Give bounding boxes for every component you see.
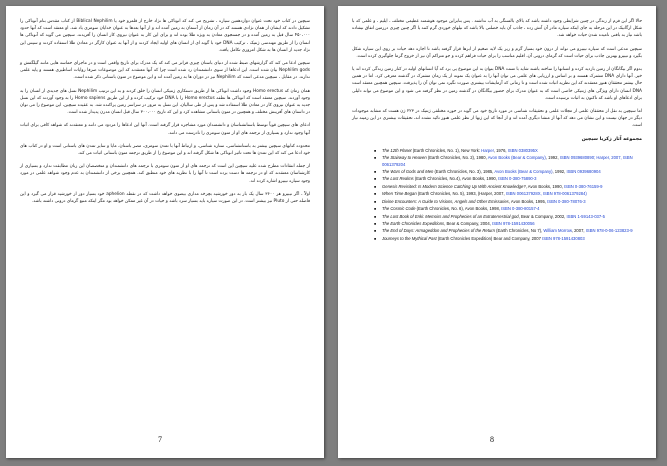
reference-details: , Avon Books, 1995, — [508, 198, 548, 204]
page-body-left — [20, 18, 310, 211]
reference-title: The Stairway to Heaven — [382, 155, 427, 161]
document-page-left — [6, 6, 324, 458]
reference-isbn-link[interactable]: ISBN 0-380-80157-4 — [501, 206, 540, 212]
reference-title: The Lost Realms — [382, 176, 414, 182]
reference-isbn-link[interactable]: ISBN 0-380-76159-9 — [564, 183, 603, 189]
reference-isbn-link[interactable]: ISBN 0-380-78076-3 — [547, 198, 586, 204]
references-list — [352, 148, 642, 242]
paragraph-5: محدوده کتابهای سیچین بیشتر به باستانشناسی، ستاره شناسی، و ارتباط آنها با تمدن سومری، مصر باستان، مایا و سایر تمدن های باستانی است و او در کتاب های خود ادعا می کند که این تمدن ها تحت تاثیر انوناکی ها شکل گرفته اند و این موضوع را از طریق ترجمه متون باستانی اثبات می کند. — [20, 143, 310, 157]
reference-publisher-link[interactable]: Harper — [481, 147, 494, 153]
paragraph-2: سیچین مدعی است که سیاره نیبیرو می تواند از درون خود بسیار گرم و زیر یک لایه ضخیم از ابرها قرار گرفته باشد تا اجازه دهد حیات بر روی این سیاره شکل بگیرد و نیبیرو بهترین جاذب برای حیات است که گرمای درونی آن، اقلیم مناسب را برای حیات فراهم کرده و جو متراکم آن نیز از خروج گرما جلوگیری کرده است. — [352, 46, 642, 59]
paragraph-3: بدوم اگر بیگانگان از زمین بازدید کرده و انسانها را ساخته باشند شاید با تست DNA بتوان به این موضوع پی برد که آیا انسانهای اولیه در کنار زمین زندگی کرده اند یا خیر. آنها دارای DNA مشترک هستند و بر اساس و ارزیابی های علمی می توان آنها را به عنوان یک نمونه از یک زمان مشترک در گذشته معرفی کرد. اما در همین حال بیشتر محققان هنوز معتقدند که این نظریه اثبات شده است و تا زمانی که آزمایشات بیشتری صورت نگیرد نمی توان آن را پذیرفت. سیچین همچنین معتقد است DNA انسان دارای ویژگی های ژنتیکی خاصی است که به عنوان مدرک برای حضور بیگانگان در گذشته زمین در نظر گرفته می شود و این موضوع می تواند دلیلی برای ادعاهای او باشد که تاکنون به اثبات نرسیده است. — [352, 67, 642, 101]
reference-year: , 2007, — [571, 228, 586, 234]
paragraph-3: همان زمان که Homo erectus وجود داشت انوناکی ها از طریق دستکاری ژنتیکی انسان را خلق کردند و به این ترتیب Nephilim نسل های جدیدی از انسان را به وجود آوردند. سیچین معتقد است که انوناکی ها نطفه Homo erectus را با DNA خود ترکیب کرده و از این طریق Homo sapiens را به وجود آوردند که این نسل جدید به عنوان نیروی کار در معادن طلا استفاده شد و پس از طی سالیان، این نسل به مرور در سراسر زمین پراکنده شد. به عقیده سیچین، این موضوع را می توان در داستان های آفرینش مختلف و همچنین در متون باستانی مشاهده کرد و این که تاریخ ۳۰۰،۰۰۰ سال قبل انسان مدرن پدیدار شده است. — [20, 88, 310, 116]
reference-publisher-link[interactable]: Avon Books (Bear & Company) — [487, 155, 546, 161]
reference-item — [352, 176, 642, 182]
reference-details: (Earth Chronicles, No. 2), 1980, — [426, 155, 488, 161]
paragraph-6: از جمله انتقادات مطرح شده علیه سیچین این است که ترجمه های او از متون سومری با ترجمه های دانشمندان و متخصصان این زبان مطابقت ندارد و بسیاری از کارشناسان معتقدند که او در ترجمه ها دست برده است تا آنها را با نظریه های خود منطبق کند. همچنین برخی از دانشمندان به عدم وجود شواهد علمی در مورد وجود سیاره نیبیرو اشاره کرده اند. — [20, 164, 310, 184]
reference-details: (Earth Chronicles, No. 6), Avon Books, 1998, — [415, 206, 502, 212]
reference-title: The Lost Book of Enki: Memoirs and Prophecies of an Extraterrestrial god — [382, 213, 519, 219]
reference-year: , 1992, — [545, 155, 560, 161]
reference-isbn-link[interactable]: ISBN 978-1591430056 — [492, 220, 535, 226]
reference-title: When Time Began — [382, 191, 417, 197]
reference-isbn-link[interactable]: ISBN 978-0-06-123823-9 — [585, 228, 633, 234]
reference-item — [352, 199, 642, 205]
page-number-left: 7 — [158, 435, 162, 444]
reference-title: Journeys to the Mythical Past — [382, 235, 437, 241]
paragraph-7: اولاً ، اگر نیبیرو هر ۳۶۰۰ سال یک بار به دور خورشید بچرخد مداری بیضوی خواهد داشت که در نقطه aphelion خود بسیار دور از خورشید قرار می گیرد و این فاصله حتی از Pluto نیز بیشتر است. در این صورت سیاره باید بسیار سرد باشد و حیات در آن غیر ممکن خواهد بود مگر اینکه منبع گرمای درونی داشته باشد. — [20, 191, 311, 205]
reference-item — [352, 184, 642, 190]
reference-isbn-link[interactable]: ISBN 1-59143-037-5 — [566, 213, 605, 219]
paragraph-4: اما سیچین به نقل از محققان علمی از مجلات علمی و تحقیقات شناسی در مورد تاریخ خود می گوید در حوزه مختلفی ژنتیک در ۲۲۳ ژن هست که مشابه موجودات دیگر در جهان نیست و این نشان می دهد که آنها از منشا دیگری آمده اند و از آنجا که این ژنها از نظر علمی هنوز تائید نشده اند، تحقیقات بیشتری در این زمینه نیاز است. — [352, 109, 642, 129]
reference-title: Divine Encounters: A Guide to Visions, Angels and Other Emissaries — [382, 198, 509, 204]
reference-details: , Bear & Company, 2002, — [518, 213, 567, 219]
paragraph-4: ادعای های سیچین قویاً توسط باستانشناسان و دانشمندان مورد مشاجره قرار گرفته است. آنها این ادعاها را مردود می دانند و معتقدند که شواهد کافی برای اثبات آنها وجود ندارد و بسیاری از ترجمه های او از متون سومری را نادرست می دانند. — [20, 123, 310, 136]
reference-isbn-link[interactable]: ISBN 0-380-75890-3 — [498, 176, 537, 182]
reference-item — [352, 191, 642, 197]
reference-isbn-link[interactable]: ISBN 978-1591430803 — [542, 235, 585, 241]
reference-publisher-link[interactable]: Avon Books (Bear & Company) — [494, 169, 553, 175]
reference-item — [352, 169, 642, 175]
reference-details: (Earth Chronicles, No.4), Avon Books, 1990, — [413, 176, 499, 182]
page-number-right: 8 — [490, 435, 494, 444]
reference-title: The Cosmic Code — [382, 206, 416, 212]
reference-details: (Earth Chronicles, No. 5), 1993, (Harper, 2007, — [416, 191, 506, 197]
reference-publisher-link[interactable]: William Morrow — [543, 228, 572, 234]
reference-item — [352, 236, 642, 242]
reference-title: The Wars of Gods and Men — [382, 169, 434, 175]
reference-item — [352, 228, 642, 234]
reference-year: , 1976, — [493, 147, 508, 153]
reference-item — [352, 206, 642, 212]
reference-details: (Earth Chronicles, No 7), — [494, 228, 544, 234]
document-page-right — [338, 6, 656, 458]
reference-details: , Avon Books, 1990, — [525, 183, 564, 189]
reference-item — [352, 155, 642, 168]
reference-year: , 1992, — [552, 169, 567, 175]
page-body-right — [352, 18, 642, 243]
reference-details: (Earth Chronicles Expedition) Bear and Company, 2007 — [436, 235, 543, 241]
reference-isbn-link[interactable]: ISBN 0939680890; Harper, 2007, ISBN 0061379204 — [382, 155, 633, 167]
reference-details: (Earth Chronicles, No. 3), 1985, — [433, 169, 495, 175]
reference-title: The Earth Chronicles Expeditions — [382, 220, 445, 226]
reference-title: Genesis Revisited: Is Modern Science Catching Up With Ancient Knowledge? — [382, 183, 526, 189]
reference-item — [352, 148, 642, 154]
reference-isbn-link[interactable]: ISBN 0380395X — [507, 147, 538, 153]
reference-title: The End of Days: Armageddon and Prophecies of the Return — [382, 228, 495, 234]
paragraph-2: سیچین ادعا می کند که گزارشهای ضبط شده از دنیای باستان چیزی فراتر می کند که یک مدرک برای تاریخ واقعی است و در ماجرای حماسه هایی مانند گیلگمش و Nephilim gods بیان شده است. این ادعاها از سوی دانشمندان رد شده است چرا که آنها معتقدند که این موضوعات صرفا روایات اساطیری هستند و پایه علمی ندارند. در مقابل ، سیچین مدعی است که Nephilim نیز در دوران ها به زمین آمده اند و این موضوع در متون باستانی ذکر شده است. — [20, 61, 311, 81]
paragraph-1: سیچین در کتاب خود تحت عنوان دوازدهمین سیاره ، تشریح می کند که انوناکی ها نژاد خارج از قلمرو خود یا Biblical Nephilim از کتاب مقدس بنام آنوناکی را تشکیل دادند که ایشان از همان نژادی هستند که در آن زمان از آسمان به زمین آمده اند و از آنها بعدها به عنوان خدایان سومری یاد شد. او معتقد است که آنها حدود ۴۵۰،۰۰۰ سال قبل به زمین آمده و در جستجوی معادن به ویژه طلا بوده اند و برای این کار به عنوان نیروی کار انسان را آفریدند. سیچین می گوید که آنوناکی ها انسان را از طریق مهندسی ژنتیک ، ترکیب DNA خود با گونه ای از انسان های اولیه ایجاد کردند و از آنها به عنوان کارگر در معادن طلا استفاده کردند و سپس این نژاد جدید از انسان ها به شکل امروزی تکامل یافت. — [20, 19, 310, 53]
references-heading: مجموعه آثار زکریا سیچین — [581, 136, 642, 142]
reference-details: , Bear & Company, 2004, — [444, 220, 493, 226]
reference-item — [352, 214, 642, 220]
reference-details: (Earth Chronicles, No. 1), New York: — [411, 147, 482, 153]
reference-isbn-link[interactable]: ISBN 006137928X, ISBN 978-0061379284) — [505, 191, 587, 197]
reference-isbn-link[interactable]: ISBN 0939680904 — [566, 169, 601, 175]
paragraph-1: حالا اگر این فرم از زندگی در چنین شرایطی وجود داشته باشد که بالای بالسنگی به آب نداشته . پس بنابراین موجود هوشمند عظیمی مختلف ، ایلیم ، و علمی که با شکل ارگانیک در این مرحله به جای اینکه سیاره مادر آن آتش زده ، جاذب آن باید خصلتی بالا باشد که نیلهای خوردی گرم کنند یا اگر چنین چیزی درزمین اتفاق نیفتاده باشد نیاز به بافتی نامیده شدن حیات خواهد شد. — [352, 19, 642, 39]
reference-title: The 12th Planet — [382, 147, 412, 153]
reference-item — [352, 221, 642, 227]
